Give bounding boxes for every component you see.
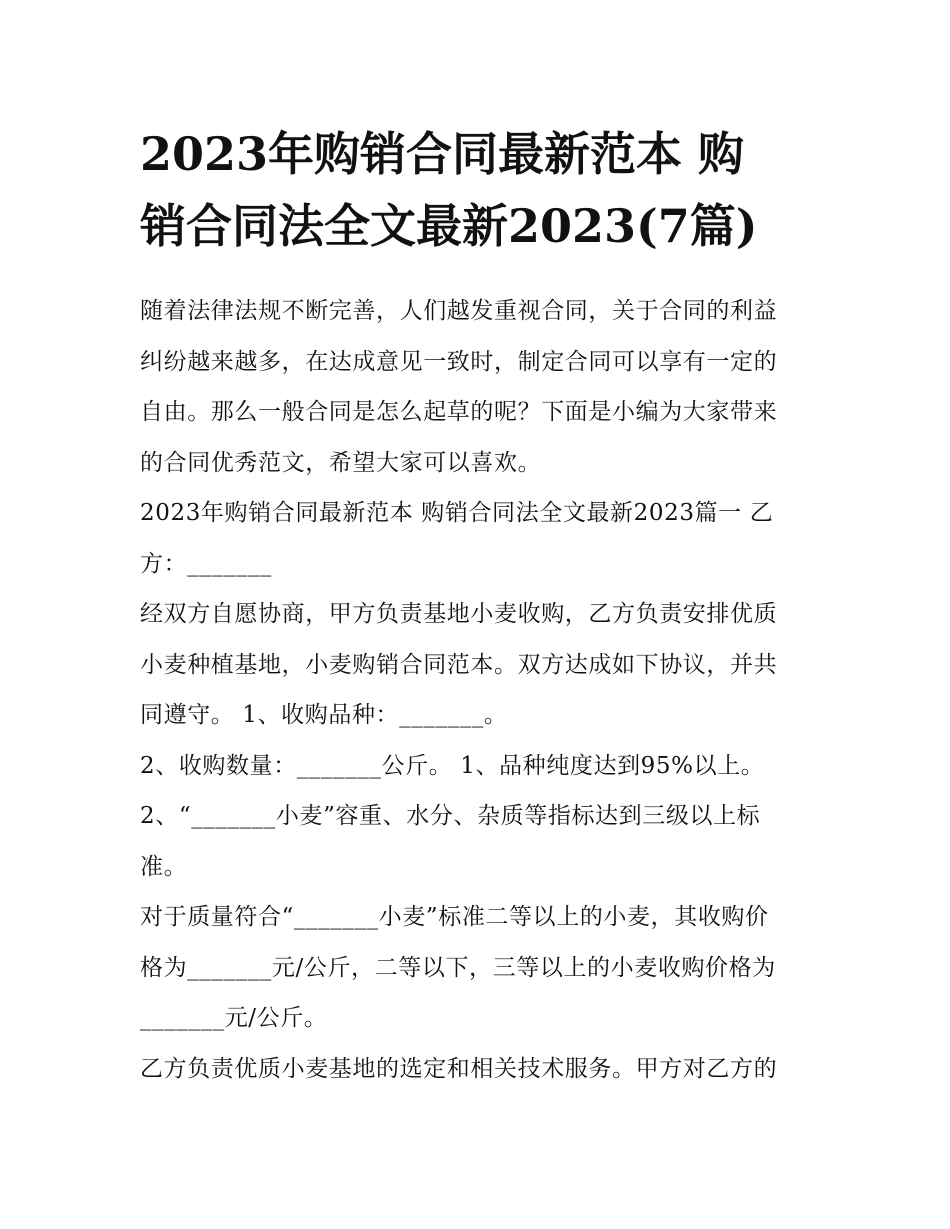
text-line: _______元/公斤。 [140, 1005, 328, 1031]
text-line: 纠纷越来越多，在达成意见一致时，制定合同可以享有一定的 [140, 348, 778, 375]
text-line: 方：_______ [140, 550, 272, 577]
text-line: 的合同优秀范文，希望大家可以喜欢。 [140, 449, 542, 476]
text-line: 2、“_______小麦”容重、水分、杂质等指标达到三级以上标 [140, 803, 761, 829]
title-line: 2023年购销合同最新范本 购 [140, 127, 745, 181]
text-line: 准。 [140, 853, 188, 880]
quality-paragraph [140, 791, 820, 892]
text-line: 随着法律法规不断完善，人们越发重视合同，关于合同的利益 [140, 298, 778, 324]
text-line: 2023年购销合同最新范本 购销合同法全文最新2023篇一 乙 [140, 500, 774, 526]
text-line: 自由。那么一般合同是怎么起草的呢？下面是小编为大家带来 [140, 399, 778, 425]
quantity-paragraph [140, 741, 820, 792]
document-body [140, 286, 820, 1094]
text-line: 乙方负责优质小麦基地的选定和相关技术服务。甲方对乙方的 [140, 1055, 778, 1082]
document-title [140, 118, 820, 262]
text-line: 同遵守。 1、收购品种：_______。 [140, 702, 508, 728]
price-paragraph [140, 892, 820, 1044]
agreement-paragraph [140, 589, 820, 741]
section-heading-paragraph [140, 488, 820, 589]
text-line: 小麦种植基地，小麦购销合同范本。双方达成如下协议，并共 [140, 651, 778, 678]
intro-paragraph [140, 286, 820, 488]
text-line: 对于质量符合“_______小麦”标准二等以上的小麦，其收购价 [140, 904, 769, 930]
text-line: 经双方自愿协商，甲方负责基地小麦收购，乙方负责安排优质 [140, 601, 778, 627]
document-page [140, 118, 820, 1094]
responsibility-paragraph [140, 1044, 820, 1095]
text-line: 格为_______元/公斤，二等以下，三等以上的小麦收购价格为 [140, 954, 776, 981]
text-line: 2、收购数量：_______公斤。 1、品种纯度达到95%以上。 [140, 752, 765, 779]
title-line: 销合同法全文最新2023(7篇) [140, 199, 758, 253]
